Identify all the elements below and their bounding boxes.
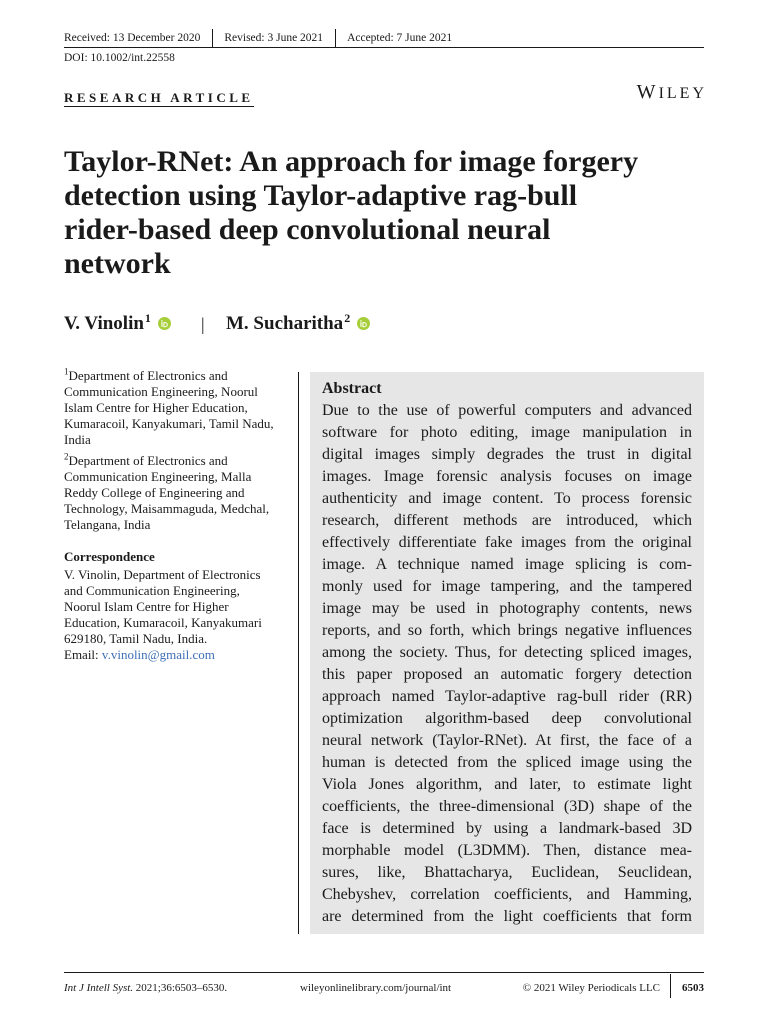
abstract-line: optimization algorithm-based deep convolutional bbox=[322, 710, 692, 727]
history-dates bbox=[64, 29, 464, 47]
affiliation-marker: 1 bbox=[64, 366, 69, 377]
abstract-box bbox=[310, 372, 704, 934]
abstract-line: monly used for image tampering, and the tampered bbox=[322, 578, 692, 595]
title-line: Taylor-RNet: An approach for image forgery bbox=[64, 145, 639, 178]
received-date: Received: 13 December 2020 bbox=[64, 32, 201, 44]
abstract-line: authenticity and image content. To process forensic bbox=[322, 490, 692, 507]
abstract-line: neural network (Taylor-RNet). At first, the face of a bbox=[322, 732, 692, 749]
title-line: network bbox=[64, 247, 171, 280]
author bbox=[226, 310, 370, 335]
footer-url: wileyonlinelibrary.com/journal/int bbox=[300, 982, 452, 994]
abstract-line: software for photo editing, image manipulation in bbox=[322, 424, 692, 441]
abstract-line: are determined from the light coefficients that form bbox=[322, 908, 692, 925]
correspondence-line: and Communication Engineering, bbox=[64, 583, 240, 598]
abstract-line: reports, and so forth, which brings negative influences bbox=[322, 622, 692, 639]
affiliation-line: Kumaracoil, Kanyakumari, Tamil Nadu, bbox=[64, 416, 274, 431]
abstract-line: image. A technique named image splicing is com- bbox=[322, 556, 692, 573]
affiliation-line: Communication Engineering, Noorul bbox=[64, 384, 258, 399]
abstract-line: approach named Taylor-adaptive rag-bull rider (RR) bbox=[322, 688, 692, 705]
abstract-line: morphable model (L3DMM). Then, distance mea- bbox=[322, 842, 692, 859]
footer-copyright: © 2021 Wiley Periodicals LLC bbox=[522, 982, 660, 994]
abstract-line: image may be used in photography contents, news bbox=[322, 600, 692, 617]
correspondence-heading: Correspondence bbox=[64, 549, 155, 564]
affiliations-column bbox=[64, 368, 292, 663]
doi: DOI: 10.1002/int.22558 bbox=[64, 52, 175, 64]
affiliation bbox=[64, 368, 292, 448]
abstract-line: human is detected from the spliced image using the bbox=[322, 754, 692, 771]
affiliation-marker: 2 bbox=[344, 310, 351, 325]
author-name: M. Sucharitha bbox=[226, 313, 344, 334]
affiliation-line: Department of Electronics and bbox=[68, 453, 228, 468]
orcid-icon[interactable] bbox=[357, 317, 370, 330]
affiliation-line: Islam Centre for Higher Education, bbox=[64, 400, 248, 415]
page-number: 6503 bbox=[682, 982, 704, 994]
affiliation bbox=[64, 453, 292, 533]
footer-citation-block bbox=[64, 981, 227, 995]
abstract-line: among the society. Thus, for detecting spliced images, bbox=[322, 644, 692, 661]
column-divider bbox=[298, 372, 299, 934]
email-link[interactable]: v.vinolin@gmail.com bbox=[101, 647, 215, 662]
abstract-line: sures, like, Bhattacharya, Euclidean, Seuclidean, bbox=[322, 864, 692, 881]
abstract-line: face is determined by using a landmark-based 3D bbox=[322, 820, 692, 837]
footer-divider bbox=[670, 974, 671, 998]
affiliation-line: Reddy College of Engineering and bbox=[64, 485, 245, 500]
abstract-line: Viola Jones algorithm, and later, to estimate light bbox=[322, 776, 692, 793]
accepted-date: Accepted: 7 June 2021 bbox=[335, 29, 464, 47]
header-rule bbox=[64, 47, 704, 48]
abstract-line: effectively differentiate fake images from the original bbox=[322, 534, 692, 551]
abstract-line: digital images simply degrades the trust in digital bbox=[322, 446, 692, 463]
abstract-line: research, different methods are introduced, which bbox=[322, 512, 692, 529]
affiliation-marker: 1 bbox=[144, 310, 151, 325]
affiliation-marker: 2 bbox=[64, 451, 69, 462]
footer-citation: 2021;36:6503–6530. bbox=[135, 982, 228, 994]
affiliation-line: Telangana, India bbox=[64, 517, 151, 532]
revised-date: Revised: 3 June 2021 bbox=[212, 29, 335, 47]
email-label: Email: bbox=[64, 647, 99, 662]
correspondence bbox=[64, 567, 292, 663]
correspondence-line: Noorul Islam Centre for Higher bbox=[64, 599, 229, 614]
footer-rule bbox=[64, 972, 704, 973]
orcid-icon[interactable] bbox=[158, 317, 171, 330]
abstract-heading: Abstract bbox=[322, 380, 382, 397]
title-line: detection using Taylor-adaptive rag-bull bbox=[64, 179, 578, 212]
author-name: V. Vinolin bbox=[64, 313, 144, 334]
abstract-line: images. Image forensic analysis focuses on image bbox=[322, 468, 692, 485]
title-line: rider-based deep convolutional neural bbox=[64, 213, 551, 246]
affiliation-line: Communication Engineering, Malla bbox=[64, 469, 252, 484]
affiliation-line: Technology, Maisammaguda, Medchal, bbox=[64, 501, 270, 516]
correspondence-line: Education, Kumaracoil, Kanyakumari bbox=[64, 615, 262, 630]
correspondence-line: V. Vinolin, Department of Electronics bbox=[64, 567, 261, 582]
abstract-line: this paper proposed an automatic forgery detection bbox=[322, 666, 692, 683]
publisher-logo: WILEY bbox=[636, 81, 707, 103]
affiliation-line: Department of Electronics and bbox=[68, 368, 228, 383]
footer-journal: Int J Intell Syst. bbox=[64, 982, 134, 994]
article-type-label: RESEARCH ARTICLE bbox=[64, 90, 254, 105]
correspondence-line: 629180, Tamil Nadu, India. bbox=[64, 631, 208, 646]
abstract-line: Chebyshev, correlation coefficients, and Hamming, bbox=[322, 886, 692, 903]
abstract-line: coefficients, the three-dimensional (3D) shape of the bbox=[322, 798, 692, 815]
article-title bbox=[64, 145, 638, 281]
abstract-line: Due to the use of powerful computers and advanced bbox=[322, 402, 692, 419]
author bbox=[64, 310, 171, 335]
affiliation-line: India bbox=[64, 432, 91, 447]
email-line bbox=[64, 647, 292, 663]
author-separator: | bbox=[201, 314, 205, 334]
